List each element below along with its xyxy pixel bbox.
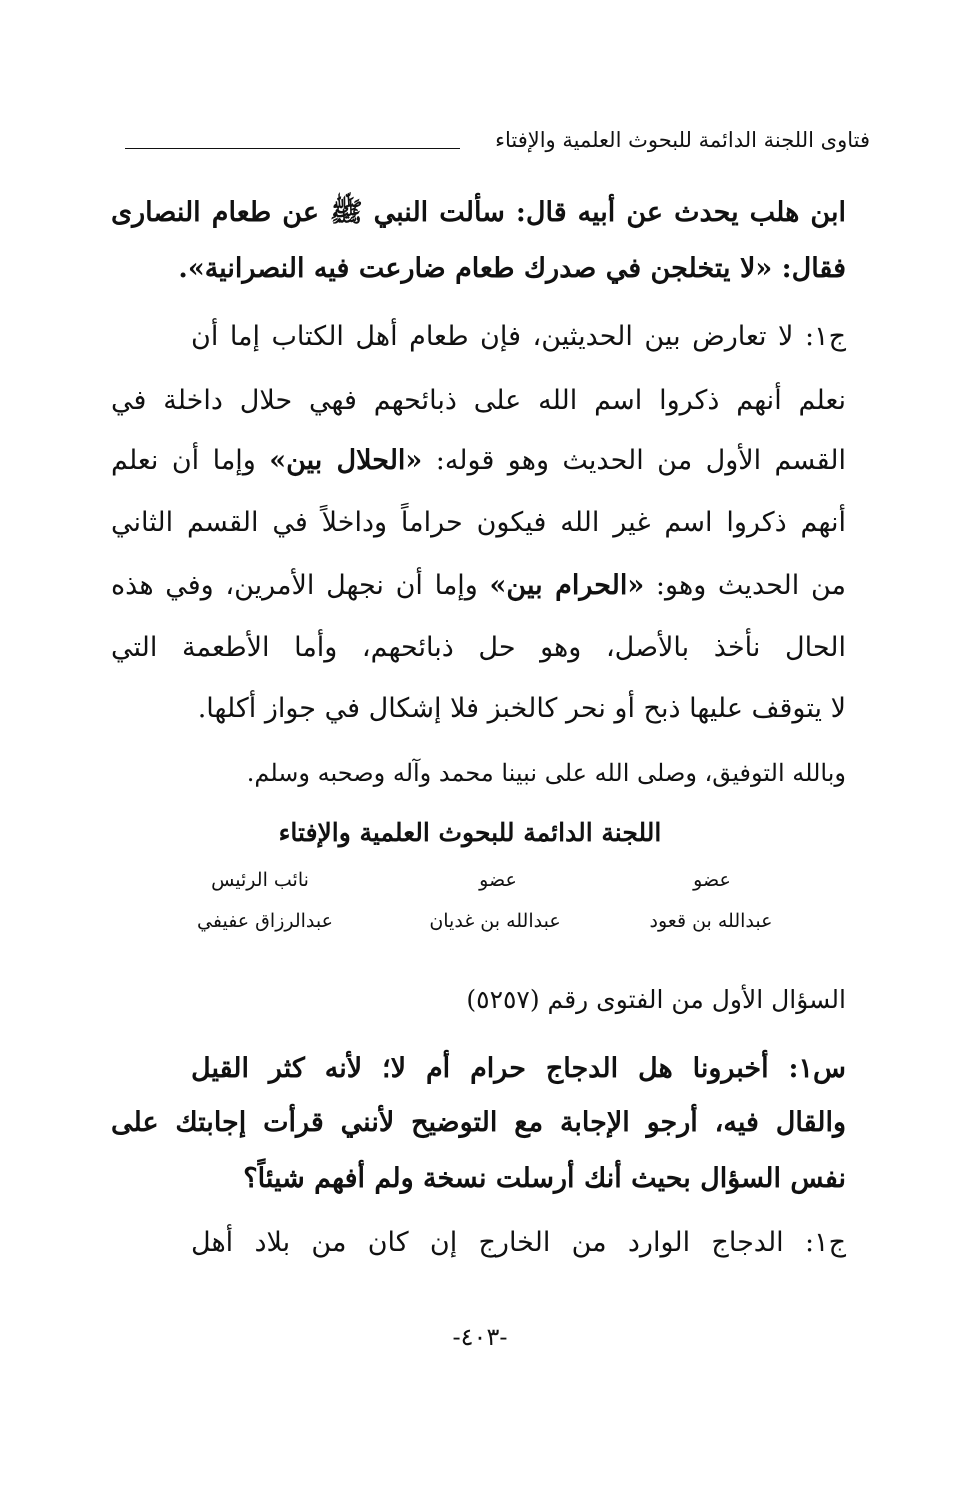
question-line-3: نفس السؤال بحيث أنك أرسلت نسخة ولم أفهم شيئاً؟ — [243, 1163, 846, 1194]
question-line-2: والقال فيه، أرجو الإجابة مع التوضيح لأنني قرأت إجابتك على — [111, 1107, 846, 1138]
answer1-line-2: نعلم أنهم ذكروا اسم الله على ذبائحهم فهي حلال داخلة في — [111, 385, 846, 416]
closing-line: وبالله التوفيق، وصلى الله على نبينا محمد وآله وصحبه وسلم. — [246, 759, 846, 787]
answer1-line-1: ج١: لا تعارض بين الحديثين، فإن طعام أهل الكتاب إما أن — [191, 321, 846, 352]
answer1-line-6: الحال نأخذ بالأصل، وهو حل ذبائحهم، وأما الأطعمة التي — [111, 632, 846, 663]
member-3-role: نائب الرئيس — [211, 869, 309, 891]
committee-title: اللجنة الدائمة للبحوث العلمية والإفتاء — [278, 818, 662, 847]
quote-haram-bayyin: «الحرام بين» — [489, 570, 645, 601]
answer1-line-7: لا يتوقف عليها ذبح أو نحر كالخبز فلا إشكال في جواز أكلها. — [197, 693, 846, 724]
member-3-name: عبدالرزاق عفيفي — [197, 910, 333, 932]
quote-halal-bayyin: «الحلال بين» — [269, 445, 423, 476]
answer1-line-3-start: القسم الأول من الحديث وهو قوله: — [422, 445, 846, 476]
member-1-name: عبدالله بن قعود — [649, 910, 773, 932]
member-2-role: عضو — [479, 869, 517, 891]
hadith-line-1: ابن هلب يحدث عن أبيه قال: سألت النبي ﷺ عن طعام النصارى — [111, 197, 846, 228]
answer1-line-4: أنهم ذكروا اسم غير الله فيكون حراماً وداخلاً في القسم الثاني — [111, 507, 846, 538]
answer1-line-5 — [111, 566, 846, 606]
running-header-title: فتاوى اللجنة الدائمة للبحوث العلمية والإفتاء — [495, 128, 870, 152]
header-rule — [125, 148, 460, 149]
answer1-line-5-start: من الحديث وهو: — [644, 570, 846, 601]
fatwa-heading: السؤال الأول من الفتوى رقم (٥٢٥٧) — [466, 985, 846, 1014]
answer1-line-3 — [111, 441, 846, 481]
member-2-name: عبدالله بن غديان — [429, 910, 561, 932]
hadith-line-2: فقال: «لا يتخلجن في صدرك طعام ضارعت فيه النصرانية». — [178, 253, 846, 284]
member-1-role: عضو — [693, 869, 731, 891]
answer1-line-3-end: وإما أن نعلم — [111, 445, 270, 476]
answer2-line-1: ج١: الدجاج الوارد من الخارج إن كان من بلاد أهل — [191, 1227, 846, 1258]
answer1-line-5-end: وإما أن نجهل الأمرين، وفي هذه — [111, 570, 490, 601]
running-header — [125, 128, 870, 158]
question-line-1: س١: أخبرونا هل الدجاج حرام أم لا؛ لأنه كثر القيل — [191, 1053, 846, 1084]
page-number: -٤٠٣- — [452, 1323, 508, 1351]
